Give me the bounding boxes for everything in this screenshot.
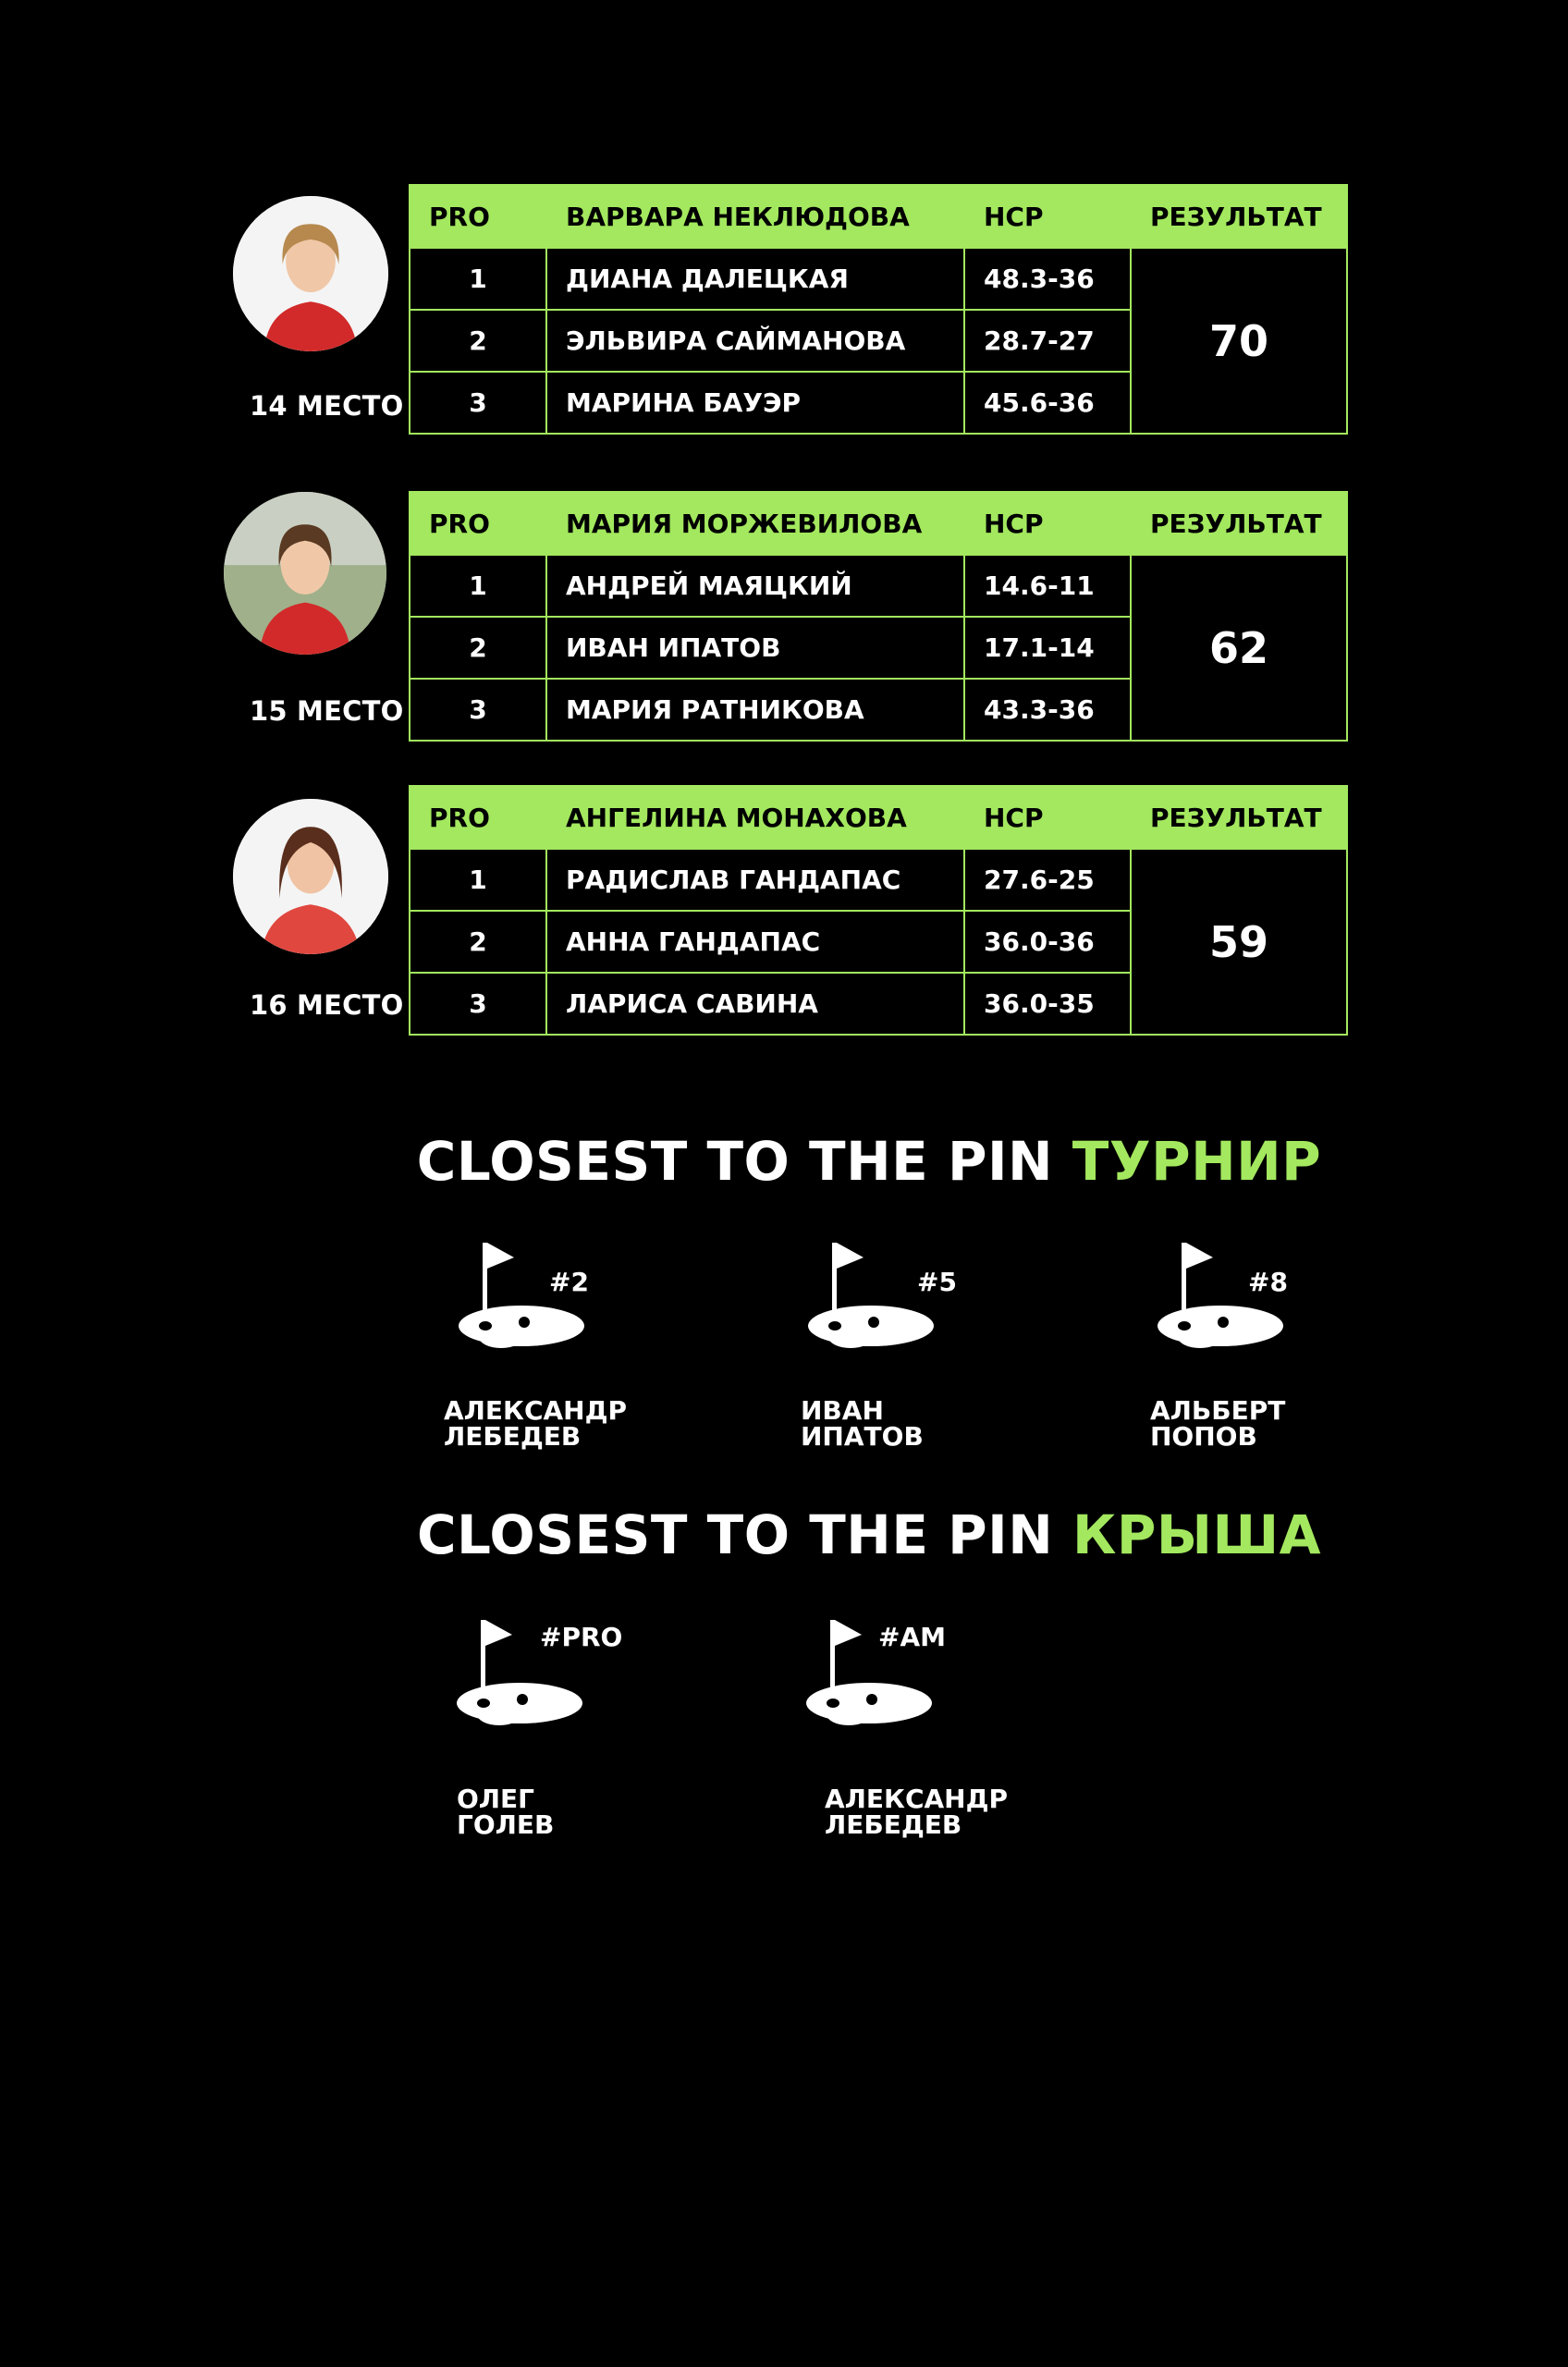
player-hcp: 48.3-36 <box>964 248 1131 310</box>
team-score-table <box>409 184 1348 435</box>
team-result: 59 <box>1131 849 1347 1035</box>
team-block-14 <box>0 183 1568 442</box>
header-pro: PRO <box>410 492 546 555</box>
team-result: 62 <box>1131 555 1347 741</box>
header-pro: PRO <box>410 185 546 248</box>
player-hcp: 14.6-11 <box>964 555 1131 617</box>
player-name: ЭЛЬВИРА САЙМАНОВА <box>546 310 964 372</box>
header-pro-name: МАРИЯ МОРЖЕВИЛОВА <box>546 492 964 555</box>
player-hcp: 17.1-14 <box>964 617 1131 679</box>
header-hcp: HCP <box>964 786 1131 849</box>
ctp-tournament-title <box>0 1130 1568 1193</box>
ctp-winner-second-line: ПОПОВ <box>1150 1421 1257 1452</box>
ctp-award <box>455 1618 695 1840</box>
ctp-winner-second-line: ЛЕБЕДЕВ <box>444 1421 582 1452</box>
team-block-16 <box>0 784 1568 1043</box>
player-hcp: 28.7-27 <box>964 310 1131 372</box>
player-hcp: 43.3-36 <box>964 679 1131 741</box>
pro-photo <box>233 196 388 351</box>
player-hcp: 45.6-36 <box>964 372 1131 434</box>
table-row <box>410 849 1347 911</box>
team-result: 70 <box>1131 248 1347 434</box>
player-number: 3 <box>410 973 546 1035</box>
ctp-award <box>804 1618 1045 1840</box>
team-place: 14 МЕСТО <box>250 390 404 422</box>
player-name: РАДИСЛАВ ГАНДАПАС <box>546 849 964 911</box>
ctp-hole-number: #8 <box>1248 1267 1288 1297</box>
pro-photo <box>224 492 386 655</box>
ctp-winner <box>1150 1395 1286 1452</box>
header-pro-name: ВАРВАРА НЕКЛЮДОВА <box>546 185 964 248</box>
ctp-hole-number: #2 <box>549 1267 589 1297</box>
table-header <box>410 786 1347 849</box>
pro-avatar <box>233 799 388 954</box>
ctp-hole-number: #5 <box>917 1267 957 1297</box>
table-header <box>410 185 1347 248</box>
pro-avatar <box>224 492 386 655</box>
header-result: РЕЗУЛЬТАТ <box>1131 786 1347 849</box>
player-number: 1 <box>410 248 546 310</box>
table-row <box>410 555 1347 617</box>
ctp-winner-second-line: ГОЛЕВ <box>457 1809 555 1840</box>
player-name: ИВАН ИПАТОВ <box>546 617 964 679</box>
ctp-winner-first-line: АЛЬБЕРТ <box>1150 1395 1286 1426</box>
ctp-winner-second-line: ЛЕБЕДЕВ <box>825 1809 962 1840</box>
player-number: 2 <box>410 911 546 973</box>
ctp-title-text: CLOSEST TO THE PIN <box>416 1503 1054 1566</box>
ctp-winner-first-line: АЛЕКСАНДР <box>825 1784 1009 1814</box>
ctp-title-text: CLOSEST TO THE PIN <box>416 1130 1054 1193</box>
header-result: РЕЗУЛЬТАТ <box>1131 492 1347 555</box>
ctp-winner-second-line: ИПАТОВ <box>801 1421 924 1452</box>
player-name: ДИАНА ДАЛЕЦКАЯ <box>546 248 964 310</box>
player-number: 3 <box>410 372 546 434</box>
pro-avatar <box>233 196 388 351</box>
ctp-hole-number: #AM <box>878 1622 946 1652</box>
ctp-winner <box>801 1395 924 1452</box>
header-pro: PRO <box>410 786 546 849</box>
ctp-winner-first-line: ИВАН <box>801 1395 884 1426</box>
player-number: 3 <box>410 679 546 741</box>
ctp-roof-title <box>0 1503 1568 1566</box>
player-name: МАРИЯ РАТНИКОВА <box>546 679 964 741</box>
table-header <box>410 492 1347 555</box>
ctp-hole-number: #PRO <box>540 1622 623 1652</box>
player-name: ЛАРИСА САВИНА <box>546 973 964 1035</box>
team-place: 15 МЕСТО <box>250 695 404 727</box>
ctp-winner-first-line: АЛЕКСАНДР <box>444 1395 628 1426</box>
team-score-table <box>409 785 1348 1036</box>
player-name: АНДРЕЙ МАЯЦКИЙ <box>546 555 964 617</box>
header-hcp: HCP <box>964 185 1131 248</box>
ctp-winner <box>444 1395 628 1452</box>
header-pro-name: АНГЕЛИНА МОНАХОВА <box>546 786 964 849</box>
ctp-award <box>1150 1241 1396 1463</box>
ctp-title-accent: КРЫША <box>1072 1503 1322 1566</box>
ctp-winner <box>825 1786 1008 1838</box>
ctp-award <box>444 1241 697 1463</box>
player-hcp: 27.6-25 <box>964 849 1131 911</box>
team-block-15 <box>0 490 1568 749</box>
player-name: МАРИНА БАУЭР <box>546 372 964 434</box>
team-place: 16 МЕСТО <box>250 989 404 1021</box>
table-row <box>410 248 1347 310</box>
player-number: 2 <box>410 310 546 372</box>
ctp-winner <box>457 1786 554 1838</box>
team-score-table <box>409 491 1348 742</box>
pro-photo <box>233 799 388 954</box>
ctp-title-accent: ТУРНИР <box>1072 1130 1322 1193</box>
player-hcp: 36.0-35 <box>964 973 1131 1035</box>
player-hcp: 36.0-36 <box>964 911 1131 973</box>
ctp-award <box>801 1241 1047 1463</box>
header-hcp: HCP <box>964 492 1131 555</box>
player-name: АННА ГАНДАПАС <box>546 911 964 973</box>
ctp-winner-first-line: ОЛЕГ <box>457 1784 535 1814</box>
player-number: 2 <box>410 617 546 679</box>
player-number: 1 <box>410 849 546 911</box>
player-number: 1 <box>410 555 546 617</box>
header-result: РЕЗУЛЬТАТ <box>1131 185 1347 248</box>
